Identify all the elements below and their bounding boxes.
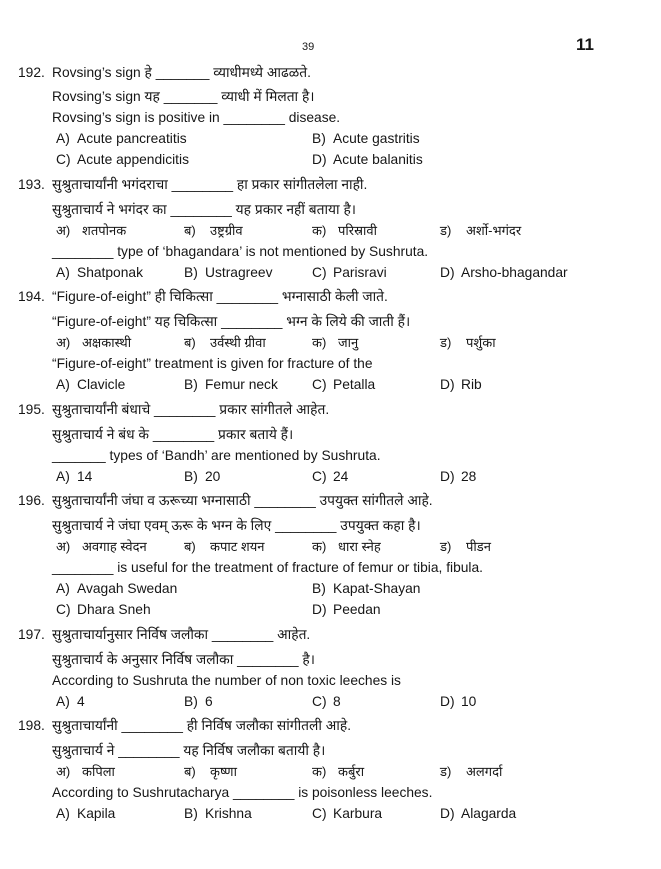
option-text: अवगाह स्वेदन [82,539,147,555]
options-english [0,467,661,488]
question-text-english: “Figure-of-eight” treatment is given for fracture of the [52,356,373,372]
option-label: D) [312,152,327,168]
question-text-hindi: सुश्रुताचार्य ने भगंदर का ________ यह प्रकार नहीं बताया है। [52,201,357,217]
option-label: ड) [440,539,452,555]
question-list [0,59,661,825]
option-text: Kapat-Shayan [333,581,421,597]
option-label: C) [56,601,71,617]
option-text: उर्वस्थी ग्रीवा [210,335,266,351]
question-195 [0,396,661,488]
options-devanagari [0,762,661,783]
question-194 [0,283,661,395]
question-text-english: ________ is useful for the treatment of fracture of femur or tibia, fibula. [52,560,484,576]
question-text-hindi: सुश्रुताचार्य ने ________ यह निर्विष जलौका बतायी है। [52,743,326,759]
option-text: कपाट शयन [210,539,265,555]
option-label: C) [312,264,327,280]
option-label: B) [184,468,198,484]
option-label: A) [56,131,70,147]
options-devanagari [0,537,661,558]
option-text: Clavicle [77,377,126,393]
option-text: Karbura [333,805,383,821]
option-text: Acute appendicitis [77,152,189,168]
option-text: पर्शुका [466,335,496,351]
option-text: 8 [333,693,341,709]
question-text: Rovsing’s sign हे _______ व्याधीमध्ये आढळते. [52,64,311,80]
option-b-devanagari [184,762,312,783]
option-text: 6 [205,693,213,709]
option-a [56,467,184,488]
option-label: क) [312,539,327,555]
option-label: अ) [56,539,71,555]
question-text-hindi: Rovsing’s sign यह _______ व्याधी में मिलता है। [52,89,315,105]
options-english [0,692,661,713]
option-label: A) [56,805,70,821]
option-a [56,375,184,396]
question-193 [0,171,661,283]
option-c [312,692,440,713]
option-label: क) [312,335,327,351]
option-d [440,375,568,396]
option-text: परिस्रावी [338,222,377,238]
question-text-marathi [0,712,661,737]
option-c [312,804,440,825]
question-text: सुश्रुताचार्यांनी ________ ही निर्विष जलौका सांगीतली आहे. [52,718,352,734]
question-198 [0,712,661,824]
option-a-devanagari [56,762,184,783]
option-label: C) [312,377,327,393]
option-label: B) [184,264,198,280]
option-text: Kapila [77,805,116,821]
question-text-english: According to Sushruta the number of non toxic leeches is [52,672,401,688]
question-number: 196. [18,493,45,509]
option-d-devanagari [440,221,568,242]
option-label: ब) [184,222,196,238]
option-label: B) [184,805,198,821]
option-label: A) [56,581,70,597]
question-text: सुश्रुताचार्यांनी जंघा व ऊरूच्या भग्नासाठी ________ उपयुक्त सांगीतले आहे. [52,493,433,509]
option-text: Femur neck [205,377,278,393]
option-c [312,263,440,284]
option-d [440,692,568,713]
option-text: 14 [77,468,93,484]
question-196 [0,487,661,620]
option-label: D) [440,377,455,393]
question-number: 197. [18,626,45,642]
option-text: Petalla [333,377,376,393]
option-b-devanagari [184,537,312,558]
option-d-devanagari [440,333,568,354]
option-text: 28 [461,468,477,484]
question-text-marathi [0,487,661,512]
option-label: B) [184,693,198,709]
option-text: Rib [461,377,482,393]
question-number: 194. [18,289,45,305]
options-english [0,263,661,284]
option-text: कर्बुरा [338,764,365,780]
sheet-number: 11 [576,35,594,54]
question-text: सुश्रुताचार्यांनी बंधाचे ________ प्रकार सांगीतले आहेत. [52,401,330,417]
question-text: सुश्रुताचार्यानुसार निर्विष जलौका ________ आहेत. [52,626,311,642]
option-label: B) [184,377,198,393]
option-label: ड) [440,764,452,780]
option-c-devanagari [312,333,440,354]
option-c-devanagari [312,762,440,783]
option-text: 24 [333,468,349,484]
options-english [0,579,661,621]
option-a [56,579,312,600]
option-d-devanagari [440,762,568,783]
option-label: B) [312,131,326,147]
option-label: D) [312,601,327,617]
option-label: A) [56,693,70,709]
option-label: D) [440,805,455,821]
option-c [56,600,312,621]
question-text-english: According to Sushrutacharya ________ is poisonless leeches. [52,785,433,801]
option-text: Krishna [205,805,252,821]
option-c [312,467,440,488]
option-text: 20 [205,468,221,484]
option-b-devanagari [184,333,312,354]
question-text-marathi [0,283,661,308]
option-label: क) [312,222,327,238]
question-text-marathi [0,396,661,421]
option-d [312,150,568,171]
option-text: जानु [338,335,359,351]
option-a-devanagari [56,221,184,242]
option-text: Peedan [333,601,381,617]
option-label: ब) [184,764,196,780]
option-label: ड) [440,222,452,238]
question-text-hindi: सुश्रुताचार्य ने जंघा एवम् ऊरू के भग्न के लिए ________ उपयुक्त कहा है। [52,518,421,534]
question-text-english: Rovsing’s sign is positive in ________ disease. [52,110,341,126]
option-text: अक्षकास्थी [82,335,132,351]
option-label: ड) [440,335,452,351]
option-text: शतपोनक [82,222,127,238]
question-text-hindi: “Figure-of-eight” यह चिकित्सा ________ भग्न के लिये की जाती हैं। [52,314,411,330]
option-b [312,579,568,600]
option-label: D) [440,264,455,280]
option-label: अ) [56,764,71,780]
option-d [440,804,568,825]
option-text: कृष्णा [210,764,237,780]
option-b [184,692,312,713]
option-text: धारा स्नेह [338,539,381,555]
option-text: अलगर्दा [466,764,503,780]
option-c [312,375,440,396]
options-english [0,375,661,396]
option-a [56,263,184,284]
option-b-devanagari [184,221,312,242]
option-label: ब) [184,539,196,555]
question-text-marathi [0,171,661,196]
question-text-english: ________ type of ‘bhagandara’ is not mentioned by Sushruta. [52,243,429,259]
option-text: Acute balanitis [333,152,423,168]
option-text: Acute pancreatitis [77,131,187,147]
option-label: अ) [56,222,71,238]
option-text: Ustragreev [205,264,273,280]
option-text: Avagah Swedan [77,581,178,597]
question-text-hindi: सुश्रुताचार्य ने बंध के ________ प्रकार बताये हैं। [52,426,294,442]
option-label: A) [56,264,70,280]
option-label: D) [440,468,455,484]
question-text: सुश्रुताचार्यांनी भगंदराचा ________ हा प्रकार सांगीतलेला नाही. [52,177,368,193]
question-text-hindi: सुश्रुताचार्य के अनुसार निर्विष जलौका ________ है। [52,651,315,667]
option-text: कपिला [82,764,115,780]
question-text-english: _______ types of ‘Bandh’ are mentioned by Sushruta. [52,447,381,463]
option-b [184,467,312,488]
options-english [0,804,661,825]
option-text: 4 [77,693,85,709]
option-label: C) [312,693,327,709]
option-d [312,600,568,621]
option-text: Dhara Sneh [77,601,151,617]
question-number: 193. [18,177,45,193]
question-text-marathi [0,59,661,84]
option-label: C) [312,468,327,484]
option-label: अ) [56,335,71,351]
option-text: पीडन [466,539,491,555]
option-label: C) [56,152,71,168]
option-b [184,804,312,825]
option-b [184,263,312,284]
option-a [56,129,312,150]
page-number: 39 [302,41,315,53]
option-a-devanagari [56,537,184,558]
option-c-devanagari [312,221,440,242]
option-a [56,804,184,825]
option-text: Alagarda [461,805,517,821]
option-b [312,129,568,150]
option-text: 10 [461,693,477,709]
option-text: Parisravi [333,264,387,280]
option-d [440,467,568,488]
question-text: “Figure-of-eight” ही चिकित्सा ________ भग्नासाठी केली जाते. [52,289,388,305]
option-text: Shatponak [77,264,143,280]
option-c [56,150,312,171]
option-label: C) [312,805,327,821]
option-b [184,375,312,396]
option-text: Acute gastritis [333,131,420,147]
option-c-devanagari [312,537,440,558]
option-a [56,692,184,713]
question-197 [0,621,661,713]
question-number: 195. [18,401,45,417]
options-devanagari [0,221,661,242]
option-d [440,263,568,284]
option-label: D) [440,693,455,709]
question-number: 192. [18,64,45,80]
option-label: ब) [184,335,196,351]
option-label: A) [56,377,70,393]
option-label: B) [312,581,326,597]
question-text-marathi [0,621,661,646]
option-label: क) [312,764,327,780]
option-text: Arsho-bhagandar [461,264,568,280]
option-label: A) [56,468,70,484]
option-text: अर्शो-भगंदर [466,222,522,238]
option-text: उष्ट्रग्रीव [210,222,243,238]
question-192 [0,59,661,171]
options-english [0,129,661,171]
option-d-devanagari [440,537,568,558]
options-devanagari [0,333,661,354]
question-number: 198. [18,718,45,734]
option-a-devanagari [56,333,184,354]
